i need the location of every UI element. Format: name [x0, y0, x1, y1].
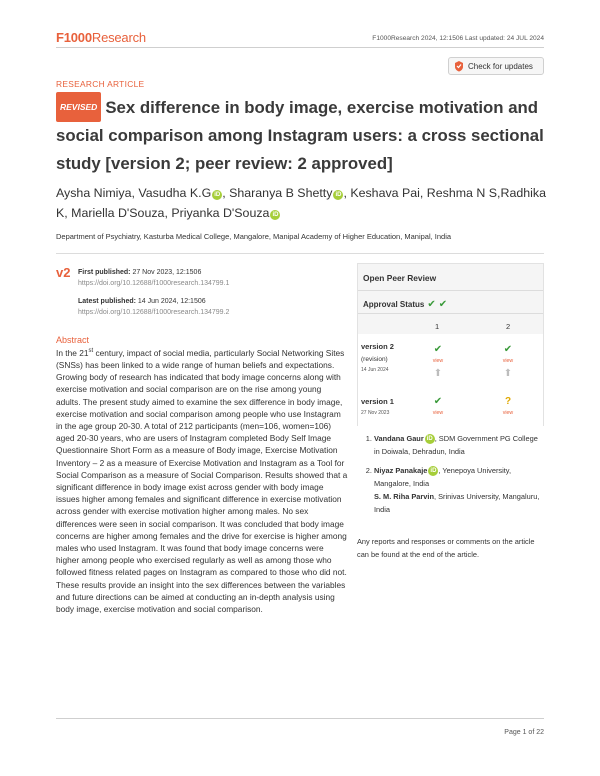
version-label: v2	[56, 265, 71, 280]
author-name[interactable]: Vasudha K.G	[138, 186, 212, 200]
abstract-century: In the 21	[56, 347, 89, 358]
open-peer-review-panel	[357, 263, 544, 426]
panel-divider	[358, 290, 543, 291]
logo-prefix: F1000	[56, 30, 92, 45]
reviewer-item	[374, 464, 544, 516]
author-name[interactable]: Keshava Pai	[350, 186, 420, 200]
publication-info	[78, 267, 229, 318]
open-peer-review-title: Open Peer Review	[363, 273, 437, 283]
co-reviewer	[374, 490, 544, 516]
version-1-label[interactable]: version 1	[361, 397, 394, 406]
article-type: RESEARCH ARTICLE	[56, 79, 145, 89]
reviewer-item	[374, 432, 544, 458]
reviewer-name[interactable]: Niyaz Panakaje	[374, 466, 428, 475]
author-name[interactable]: Sharanya B Shetty	[229, 186, 333, 200]
approved-check-icon: ✔	[503, 344, 513, 355]
citation-header: F1000Research 2024, 12:1506 Last updated: 24 JUL 2024	[372, 35, 544, 42]
reviewer-affiliation: , Yenepoya University, Mangalore, India	[374, 466, 512, 488]
reviewer-column-2: 2	[506, 322, 511, 331]
panel-divider	[358, 313, 543, 314]
revised-badge: REVISED	[56, 92, 101, 122]
view-report-link[interactable]: view	[432, 358, 444, 364]
latest-published-label: Latest published:	[78, 298, 136, 305]
first-published-value: 27 Nov 2023, 12:1506	[132, 269, 202, 276]
review-status-grid	[358, 334, 543, 426]
approved-check-icon: ✔	[438, 299, 448, 310]
orcid-icon[interactable]: iD	[272, 212, 279, 218]
author-separator: ,	[164, 206, 172, 220]
abstract-body: century, impact of social media, particularly Social Networking Sites (SNSs) has been linked to a wide range of human beliefs and expectations. Growing body of research has indicated that body image concerns along with exercise motivation and social comparison are on the rise among young adults. The present study aimed to examine the sex difference in body image, exercise motivation and social comparison among people who use Instagram in the age group 20-30. A total of 212 participants (men=106, women=106) aged 20-30 years, who are users of Instagram completed Body Self Image Questionnaire Short Form as a measure of Body image, Exercise Motivation Inventory – 2 as a measure of Exercise Motivation and Instagram as a Tool for Social Comparison as a measure of Social Comparison. Results showed that a significant difference in body image exist across gender with body image issues higher among females and significant difference in exercise motivation across gender with exercise motivation higher among males. No sex differences were seen in social comparison. It was concluded that body image concerns are higher among females and the drive for exercise is higher among males who used Instagram. It was found that body image concerns were higher among people who exercised regularly as well as among those who followed fitness related pages on Instagram as compared to those who did not. These results provide an insight into the sex differences between the variables and future directions can be aimed at conducting an in-depth analysis using body image, exercise motivation and social comparison.	[56, 347, 348, 615]
question-mark-icon: ?	[504, 396, 512, 407]
view-report-link[interactable]: view	[502, 410, 514, 416]
approved-check-icon: ✔	[427, 299, 436, 310]
article-title-text: Sex difference in body image, exercise motivation and social comparison among Instagram users: a cross sectional study [version 2; peer review: 2 approved]	[56, 98, 544, 173]
footer-divider	[56, 718, 544, 719]
co-reviewer-name: S. M. Riha Parvin	[374, 492, 434, 501]
approval-status	[363, 299, 447, 310]
affiliation: Department of Psychiatry, Kasturba Medical College, Mangalore, Manipal Academy of Higher Education, Manipal, India	[56, 232, 452, 241]
author-separator: ,	[343, 186, 351, 200]
abstract-text	[56, 345, 348, 615]
approved-check-icon: ✔	[433, 344, 443, 355]
author-name[interactable]: Aysha Nimiya	[56, 186, 132, 200]
author-separator: ,	[131, 186, 139, 200]
orcid-icon[interactable]: iD	[335, 192, 342, 198]
reviewer-name[interactable]: Vandana Gaur	[374, 434, 424, 443]
orcid-icon[interactable]: iD	[430, 468, 437, 474]
author-separator: ,	[419, 186, 427, 200]
check-updates-icon	[454, 60, 464, 72]
orcid-icon[interactable]: iD	[426, 436, 433, 442]
logo-suffix: Research	[91, 30, 146, 45]
arrow-up-icon: ⬆	[503, 368, 513, 379]
approval-status-label: Approval Status	[363, 300, 425, 309]
reviewer-column-1: 1	[435, 322, 440, 331]
view-report-link[interactable]: view	[502, 358, 514, 364]
reviewer-affiliation: , SDM Government PG College in Doiwala, Dehradun, India	[374, 434, 538, 456]
check-for-updates-button[interactable]	[448, 57, 544, 75]
view-report-link[interactable]: view	[432, 410, 444, 416]
author-separator: ,	[64, 206, 72, 220]
abstract-superscript: st	[88, 348, 94, 354]
version-2-date: 14 Jun 2024	[361, 367, 389, 373]
latest-published-value: 14 Jun 2024, 12:1506	[137, 298, 206, 305]
reviewer-list	[362, 432, 544, 522]
version-1-date: 27 Nov 2023	[361, 410, 390, 416]
latest-published-doi-link[interactable]: https://doi.org/10.12688/f1000research.134799.2	[78, 309, 230, 316]
f1000-logo	[56, 30, 146, 45]
author-separator: ,	[222, 186, 230, 200]
orcid-icon[interactable]: iD	[214, 192, 221, 198]
reviews-note: Any reports and responses or comments on the article can be found at the end of the article.	[357, 537, 535, 559]
author-separator: ,	[497, 186, 501, 200]
author-list	[56, 183, 556, 223]
author-name[interactable]: Radhika K	[56, 186, 546, 220]
version-2-label[interactable]: version 2	[361, 342, 394, 351]
abstract-heading: Abstract	[56, 335, 90, 345]
article-title	[56, 92, 546, 178]
page-number: Page 1 of 22	[504, 729, 544, 736]
first-published-doi-link[interactable]: https://doi.org/10.12688/f1000research.134799.1	[78, 280, 230, 287]
section-divider	[56, 253, 544, 254]
author-name[interactable]: Mariella D'Souza	[71, 206, 165, 220]
arrow-up-icon: ⬆	[433, 368, 443, 379]
version-2-sub: (revision)	[361, 356, 388, 363]
co-reviewer-affiliation: , Srinivas University, Mangaluru, India	[374, 492, 540, 514]
author-name[interactable]: Reshma N S	[426, 186, 498, 200]
check-updates-label: Check for updates	[468, 61, 533, 71]
first-published-label: First published:	[78, 269, 131, 276]
header-divider	[56, 47, 544, 48]
approved-check-icon: ✔	[433, 396, 443, 407]
author-name[interactable]: Priyanka D'Souza	[171, 206, 270, 220]
